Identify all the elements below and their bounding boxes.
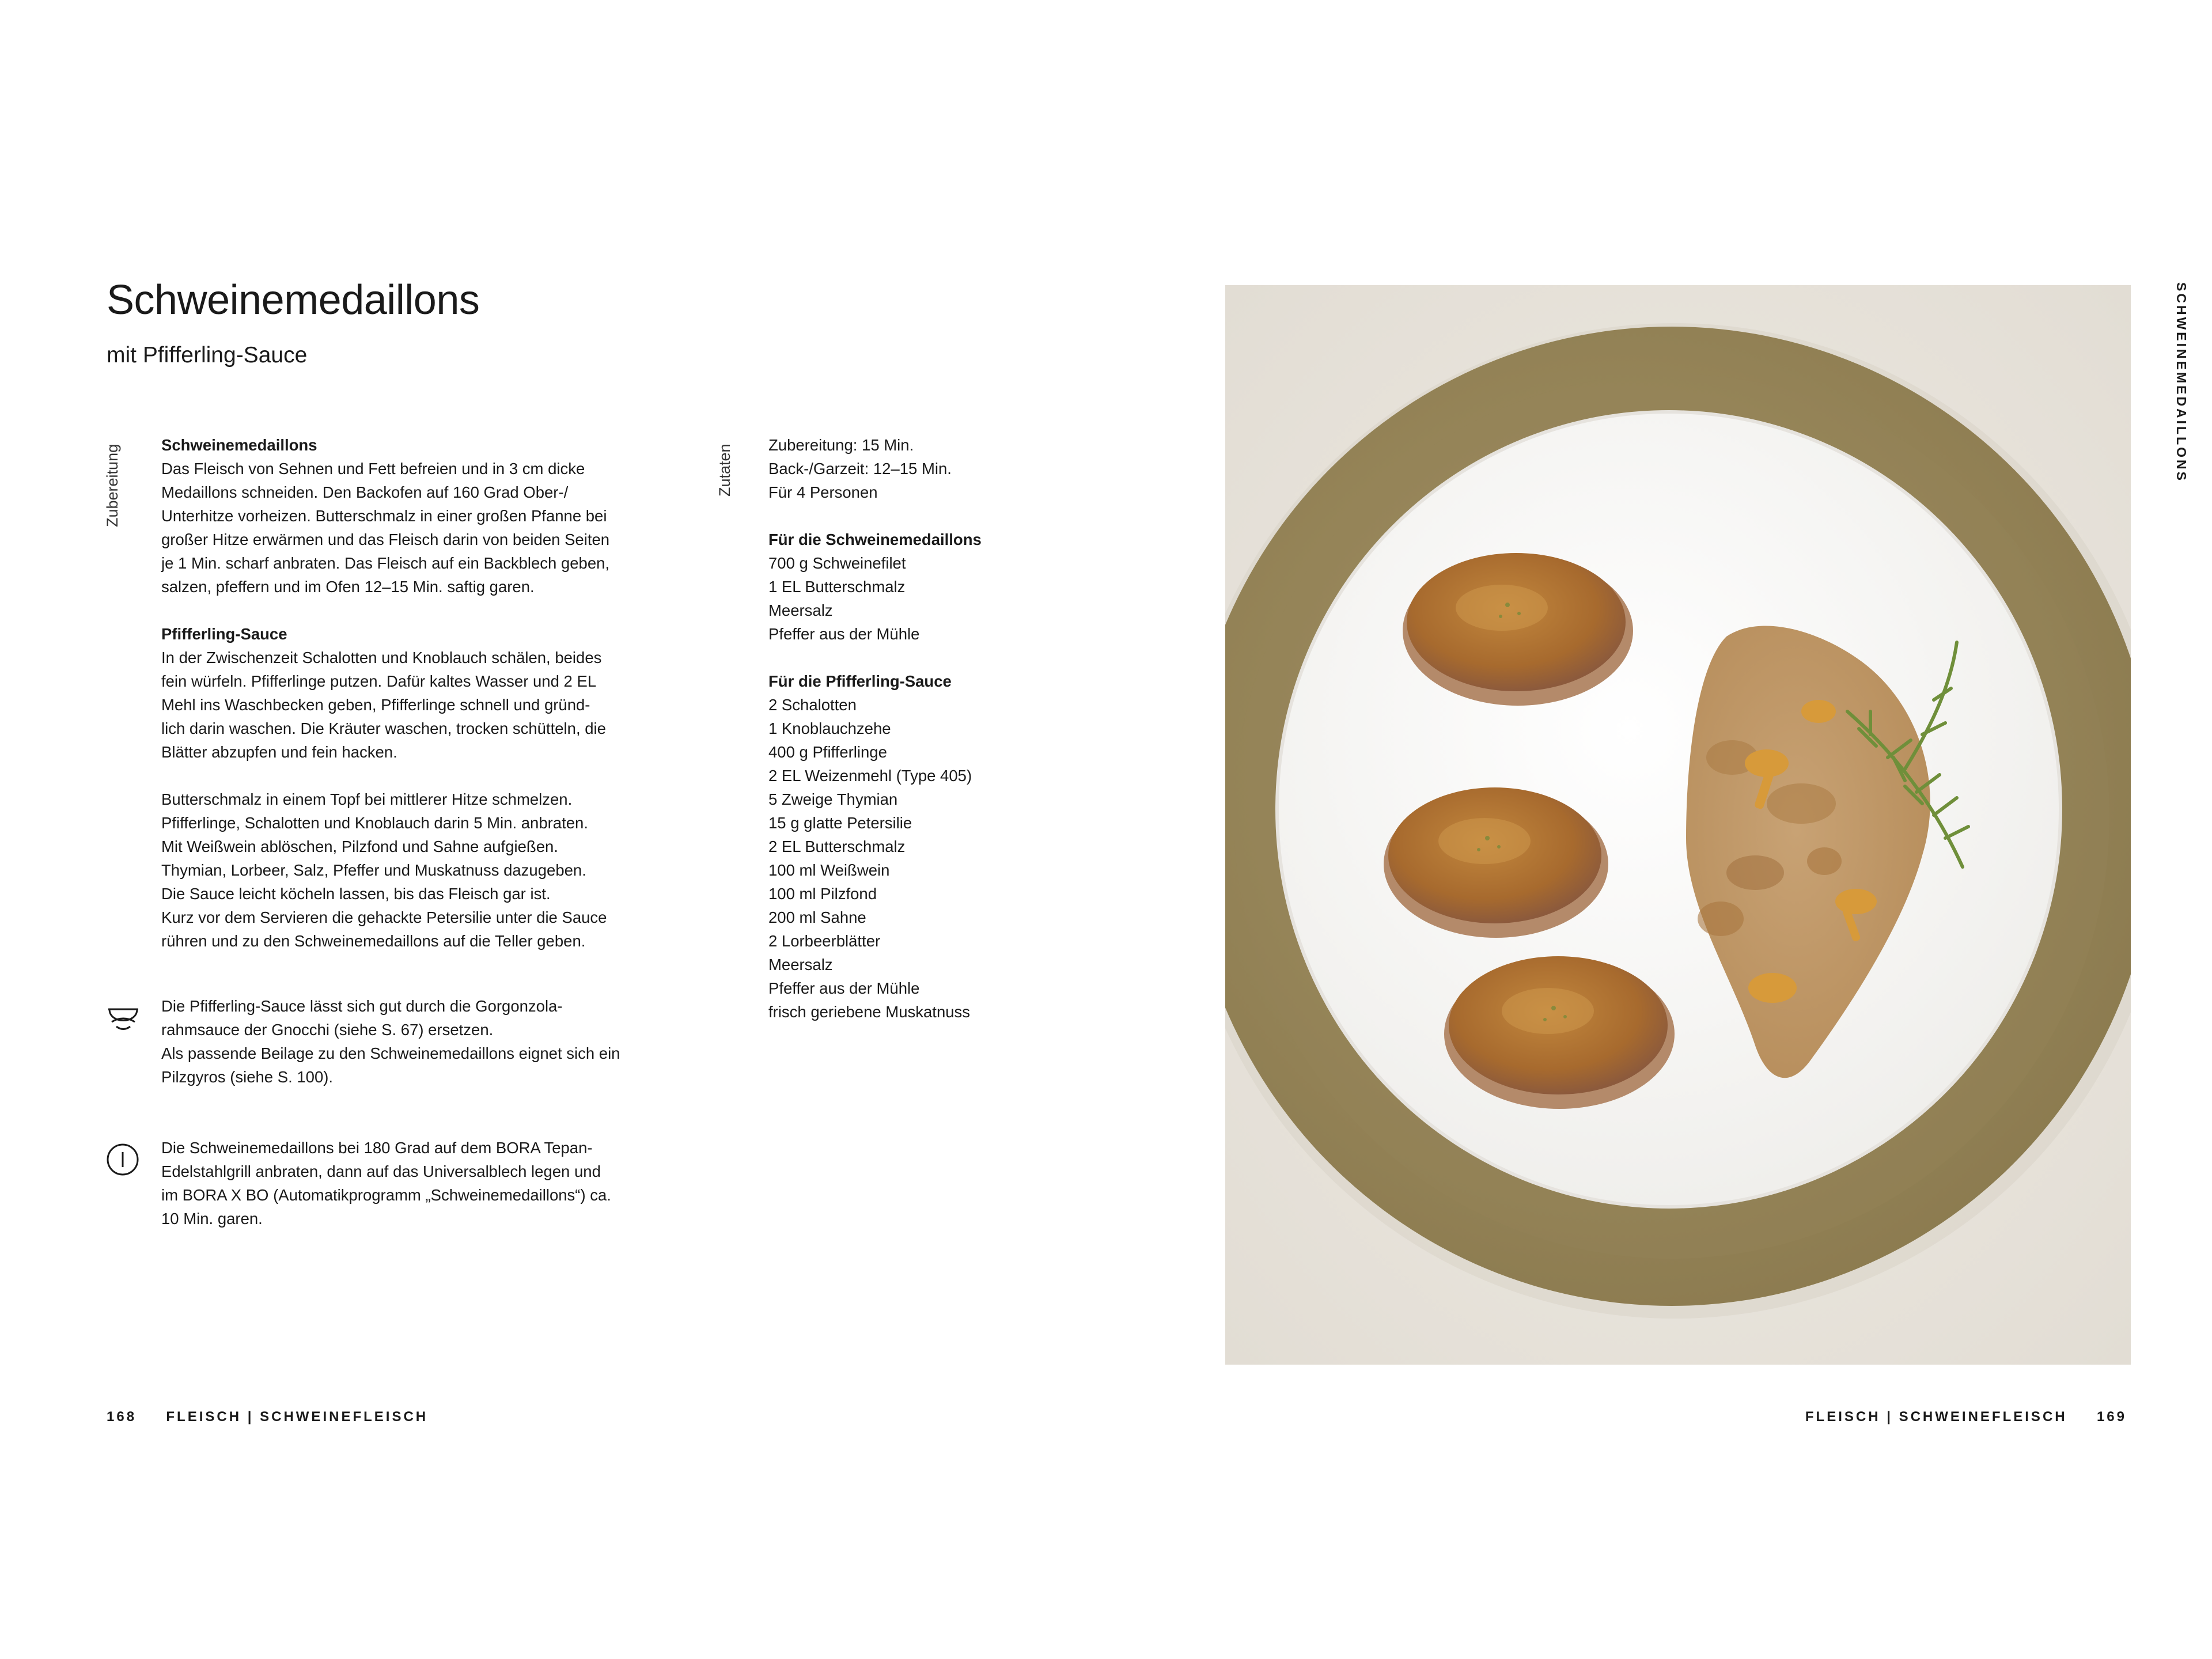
tip-info-line: im BORA X BO (Automatikprogramm „Schweinemedaillons“) ca.: [161, 1186, 611, 1204]
ingredients-sauce-list: [768, 693, 1091, 1024]
step1-heading: Schweinemedaillons: [161, 436, 317, 454]
step2-text: [161, 646, 639, 764]
step3-line: Thymian, Lorbeer, Salz, Pfeffer und Muskatnuss dazugeben.: [161, 861, 586, 879]
side-tab-label: SCHWEINEMEDAILLONS: [2174, 282, 2189, 483]
step2-line: fein würfeln. Pfifferlinge putzen. Dafür kaltes Wasser und 2 EL: [161, 672, 597, 690]
tip-info-line: 10 Min. garen.: [161, 1210, 263, 1228]
step2-line: Mehl ins Waschbecken geben, Pfifferlinge schnell und gründ-: [161, 696, 590, 714]
info-icon: [106, 1143, 139, 1176]
tip-info-line: Die Schweinemedaillons bei 180 Grad auf dem BORA Tepan-: [161, 1139, 593, 1157]
ingredient-item: 700 g Schweinefilet: [768, 554, 906, 572]
ingredient-item: Pfeffer aus der Mühle: [768, 625, 920, 643]
recipe-subtitle: mit Pfifferling-Sauce: [107, 343, 308, 368]
step2-line: Blätter abzupfen und fein hacken.: [161, 743, 397, 761]
ingredient-item: 100 ml Pilzfond: [768, 885, 877, 903]
ingredient-item: 2 EL Butterschmalz: [768, 838, 906, 855]
tip-info-line: Edelstahlgrill anbraten, dann auf das Universalblech legen und: [161, 1162, 601, 1180]
ingredient-item: 1 EL Butterschmalz: [768, 578, 906, 596]
ingredient-item: 2 EL Weizenmehl (Type 405): [768, 767, 972, 785]
section-right: FLEISCH | SCHWEINEFLEISCH: [1805, 1409, 2067, 1425]
ingredients-meat-list: [768, 551, 1091, 646]
step1-line: Unterhitze vorheizen. Butterschmalz in einer großen Pfanne bei: [161, 507, 607, 525]
ingredient-item: Meersalz: [768, 956, 833, 974]
ingredient-item: 2 Schalotten: [768, 696, 857, 714]
step1-line: großer Hitze erwärmen und das Fleisch darin von beiden Seiten: [161, 531, 610, 548]
prep-time: Zubereitung: 15 Min.: [768, 436, 914, 454]
ingredient-item: 15 g glatte Petersilie: [768, 814, 912, 832]
tip-info-text: [161, 1136, 639, 1230]
step3-line: Pfifferlinge, Schalotten und Knoblauch darin 5 Min. anbraten.: [161, 814, 588, 832]
servings: Für 4 Personen: [768, 483, 878, 501]
ingredients-column: [768, 433, 1091, 1024]
ingredient-item: 400 g Pfifferlinge: [768, 743, 887, 761]
step2-heading: Pfifferling-Sauce: [161, 625, 287, 643]
step3-line: Butterschmalz in einem Topf bei mittlerer Hitze schmelzen.: [161, 790, 573, 808]
page-number-right: 169: [2096, 1409, 2127, 1425]
page-number-left: 168: [107, 1409, 137, 1425]
footer-right: [1805, 1409, 2127, 1425]
ingredients-meat-heading: Für die Schweinemedaillons: [768, 531, 982, 548]
tip-bowl-line: Als passende Beilage zu den Schweinemedaillons eignet sich ein: [161, 1044, 620, 1062]
step2-line: In der Zwischenzeit Schalotten und Knoblauch schälen, beides: [161, 649, 602, 666]
ingredient-item: 1 Knoblauchzehe: [768, 719, 891, 737]
step1-line: Das Fleisch von Sehnen und Fett befreien und in 3 cm dicke: [161, 460, 585, 478]
footer-left: [107, 1409, 428, 1425]
dish-photo: [1225, 285, 2131, 1365]
ingredients-label: Zutaten: [716, 444, 733, 497]
ingredient-item: 2 Lorbeerblätter: [768, 932, 881, 950]
ingredient-item: Meersalz: [768, 601, 833, 619]
step3-line: Die Sauce leicht köcheln lassen, bis das Fleisch gar ist.: [161, 885, 551, 903]
tip-bowl-line: Die Pfifferling-Sauce lässt sich gut durch die Gorgonzola-: [161, 997, 563, 1015]
step1-line: Medaillons schneiden. Den Backofen auf 160 Grad Ober-/: [161, 483, 569, 501]
ingredient-item: Pfeffer aus der Mühle: [768, 979, 920, 997]
section-left: FLEISCH | SCHWEINEFLEISCH: [166, 1409, 429, 1425]
step1-text: [161, 457, 639, 599]
step3-line: rühren und zu den Schweinemedaillons auf die Teller geben.: [161, 932, 586, 950]
step3-line: Kurz vor dem Servieren die gehackte Petersilie unter die Sauce: [161, 908, 607, 926]
tip-bowl-line: Pilzgyros (siehe S. 100).: [161, 1068, 334, 1086]
step1-line: je 1 Min. scharf anbraten. Das Fleisch auf ein Backblech geben,: [161, 554, 610, 572]
ingredient-item: frisch geriebene Muskatnuss: [768, 1003, 971, 1021]
cook-time: Back-/Garzeit: 12–15 Min.: [768, 460, 952, 478]
tip-bowl-text: [161, 994, 639, 1089]
ingredient-item: 100 ml Weißwein: [768, 861, 890, 879]
step3-line: Mit Weißwein ablöschen, Pilzfond und Sahne aufgießen.: [161, 838, 558, 855]
tip-bowl-line: rahmsauce der Gnocchi (siehe S. 67) ersetzen.: [161, 1021, 494, 1039]
step2-line: lich darin waschen. Die Kräuter waschen, trocken schütteln, die: [161, 719, 606, 737]
ingredient-item: 5 Zweige Thymian: [768, 790, 898, 808]
step3-text: [161, 787, 639, 953]
ingredient-item: 200 ml Sahne: [768, 908, 866, 926]
preparation-label: Zubereitung: [104, 444, 121, 527]
ingredients-sauce-heading: Für die Pfifferling-Sauce: [768, 672, 952, 690]
recipe-title: Schweinemedaillons: [107, 277, 480, 323]
bowl-icon: [106, 1001, 141, 1036]
preparation-text: [161, 433, 639, 953]
step1-line: salzen, pfeffern und im Ofen 12–15 Min. saftig garen.: [161, 578, 535, 596]
